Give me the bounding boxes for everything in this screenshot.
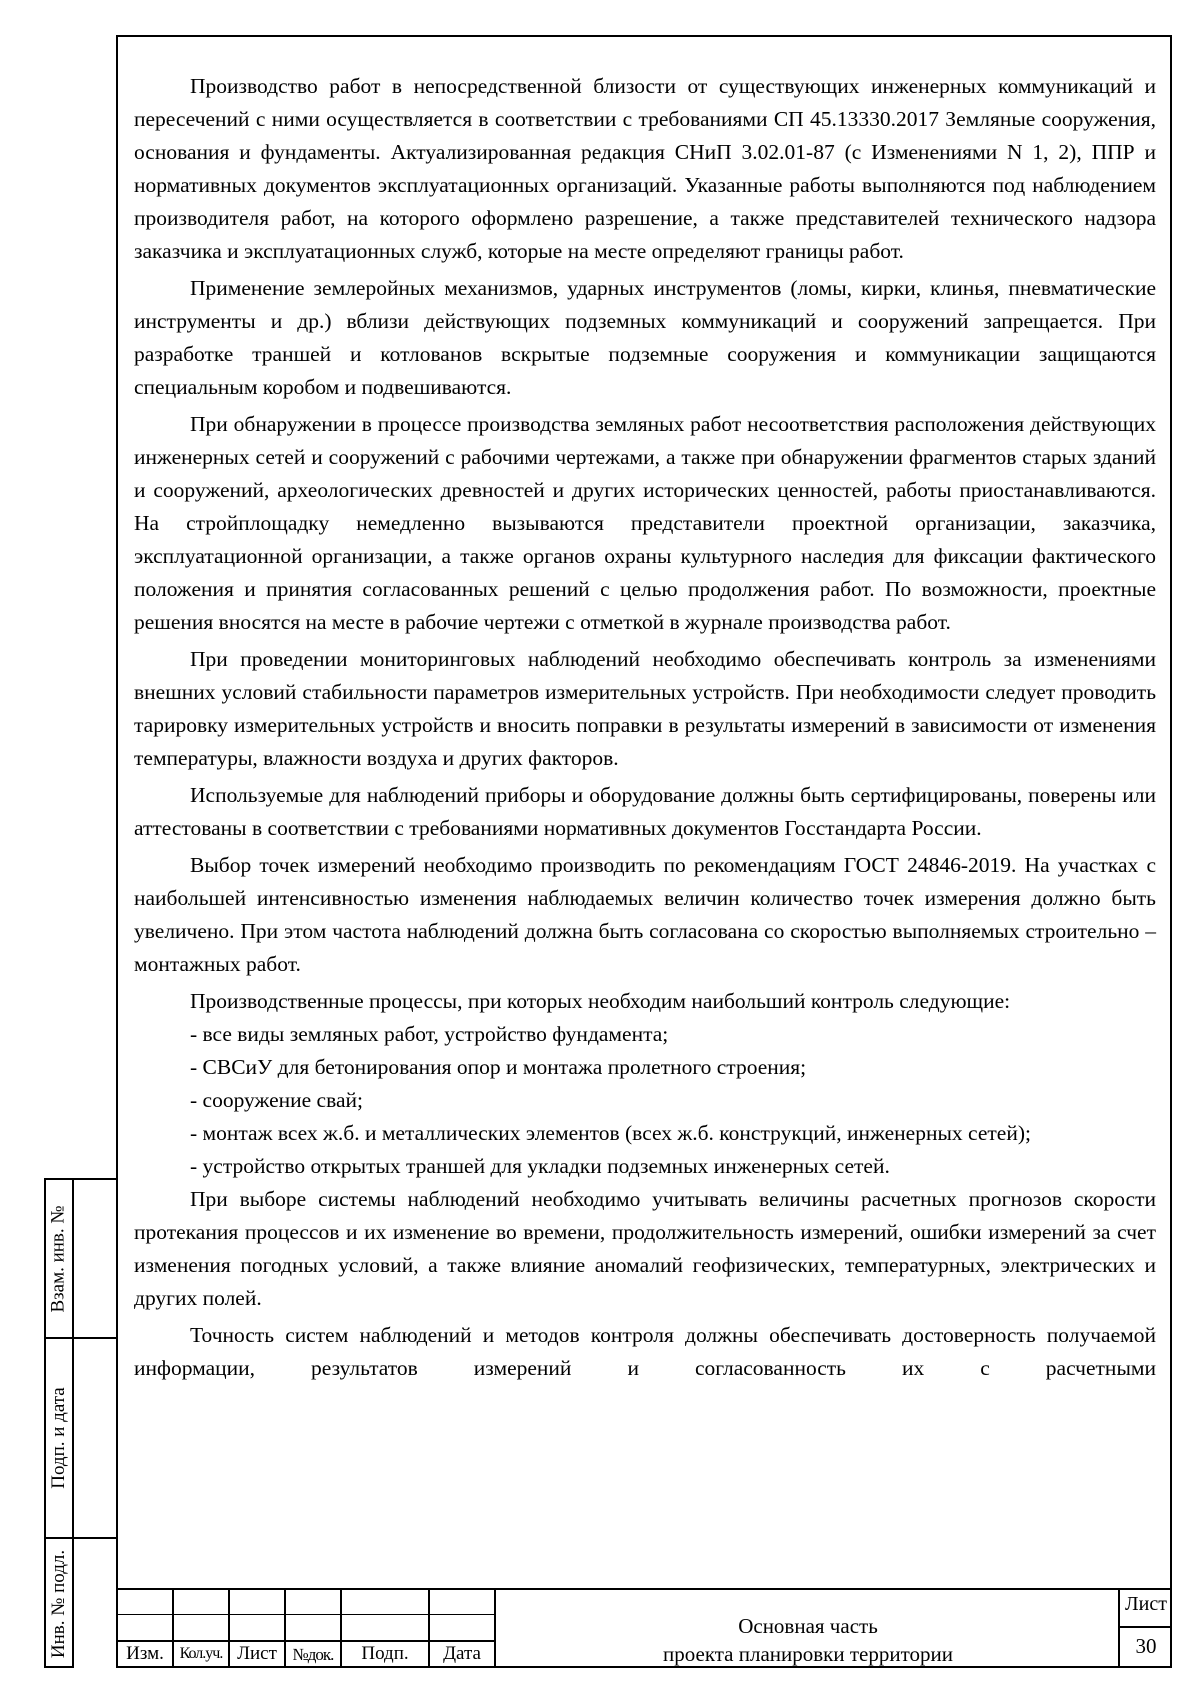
document-body (134, 70, 1156, 1385)
document-title-line2: проекта планировки территории (663, 1642, 953, 1666)
list-item: - сооружение свай; (190, 1088, 363, 1112)
column-podp: Подп. (361, 1643, 409, 1664)
paragraph: При обнаружении в процессе производства земляных работ несоответствия расположения действующих инженерных сетей и сооружений с рабочими чертежами, а также при обнаружении фрагментов старых зданий и сооружений, археологических древностей и других исторических ценностей, работы приостанавливаются. На стройплощадку немедленно вызываются представители проектной организации, заказчика, эксплуатационной организации, а также органов охраны культурного наследия для фиксации фактического положения и принятия согласованных решений с целью продолжения работ. По возможности, проектные решения вносятся на месте в рабочие чертежи с отметкой в журнале производства работ. (134, 412, 1156, 634)
paragraph: Используемые для наблюдений приборы и оборудование должны быть сертифицированы, поверены или аттестованы в соответствии с требованиями нормативных документов Госстандарта России. (134, 783, 1156, 840)
column-kol-uch: Кол.уч. (179, 1645, 223, 1662)
column-data: Дата (443, 1643, 481, 1664)
column-ndok: №док. (292, 1645, 334, 1664)
paragraph: Точность систем наблюдений и методов контроля должны обеспечивать достоверность получаемой информации, результатов измерений и согласованность их с расчетными (134, 1323, 1156, 1380)
paragraph: Применение землеройных механизмов, ударных инструментов (ломы, кирки, клинья, пневматические инструменты и др.) вблизи действующих подземных коммуникаций и сооружений запрещается. При разработке траншей и котлованов вскрытые подземные сооружения и коммуникации защищаются специальным коробом и подвешиваются. (134, 276, 1156, 399)
side-stamp-inv-label: Инв. № подл. (48, 1549, 70, 1658)
paragraph: При выборе системы наблюдений необходимо учитывать величины расчетных прогнозов скорости протекания процессов и их изменение во времени, продолжительность измерений, ошибки измерений за счет изменения погодных условий, а также влияние аномалий геофизических, температурных, электрических и других полей. (134, 1187, 1156, 1310)
column-list: Лист (237, 1643, 277, 1664)
list-item: - СВСиУ для бетонирования опор и монтажа пролетного строения; (190, 1055, 807, 1079)
side-stamp-podp-label: Подп. и дата (48, 1387, 70, 1489)
paragraph: Производство работ в непосредственной близости от существующих инженерных коммуникаций и пересечений с ними осуществляется в соответствии с требованиями СП 45.13330.2017 Земляные сооружения, основания и фундаменты. Актуализированная редакция СНиП 3.02.01-87 (с Изменениями N 1, 2), ППР и нормативных документов эксплуатационных организаций. Указанные работы выполняются под наблюдением производителя работ, на которого оформлено разрешение, а также представителей технического надзора заказчика и эксплуатационных служб, которые на месте определяют границы работ. (134, 74, 1156, 263)
sheet-number: 30 (1135, 1634, 1157, 1658)
side-stamp-vzam-label: Взам. инв. № (48, 1204, 70, 1313)
paragraph: Производственные процессы, при которых необходим наибольший контроль следующие: (190, 989, 1011, 1013)
document-title-line1: Основная часть (738, 1614, 878, 1638)
list-item: - все виды земляных работ, устройство фундамента; (190, 1022, 669, 1046)
column-izm: Изм. (126, 1643, 164, 1664)
list-item: - устройство открытых траншей для укладки подземных инженерных сетей. (190, 1154, 890, 1178)
paragraph: Выбор точек измерений необходимо производить по рекомендациям ГОСТ 24846-2019. На участках с наибольшей интенсивностью изменения наблюдаемых величин количество точек измерения должно быть увеличено. При этом частота наблюдений должна быть согласована со скоростью выполняемых строительно – монтажных работ. (134, 853, 1156, 976)
document-title (496, 1612, 1120, 1668)
list-item: - монтаж всех ж.б. и металлических элементов (всех ж.б. конструкций, инженерных сетей); (190, 1121, 1031, 1145)
side-stamp-value-column (72, 1178, 118, 1668)
paragraph: При проведении мониторинговых наблюдений необходимо обеспечивать контроль за изменениями внешних условий стабильности параметров измерительных устройств. При необходимости следует проводить тарировку измерительных устройств и вносить поправки в результаты измерений в зависимости от изменения температуры, влажности воздуха и других факторов. (134, 647, 1156, 770)
sheet-label: Лист (1125, 1593, 1167, 1615)
